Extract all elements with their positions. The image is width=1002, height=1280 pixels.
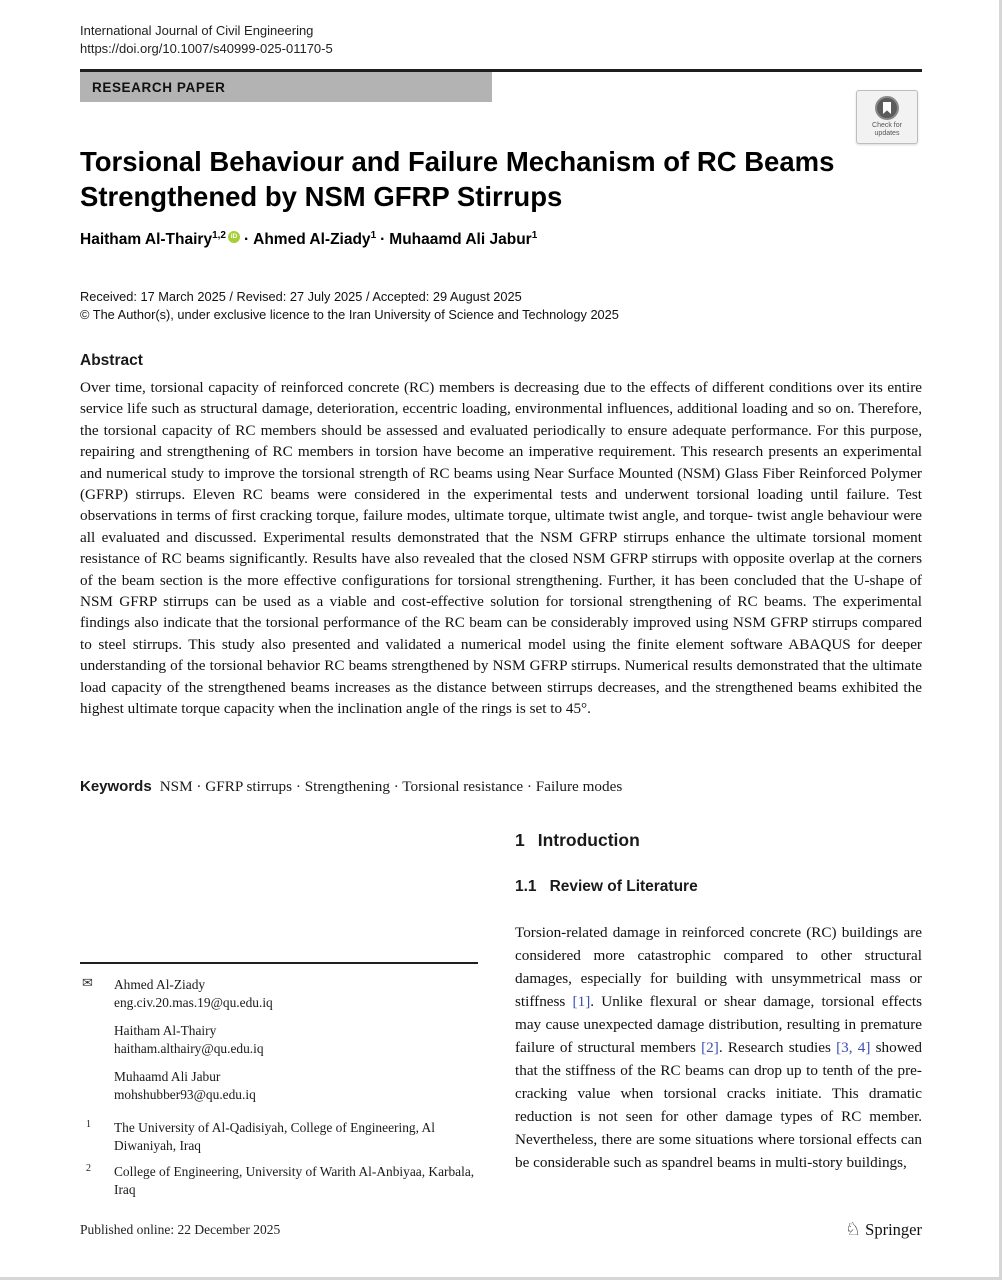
correspondent-name: Muhaamd Ali Jabur xyxy=(114,1069,221,1084)
section-title: Introduction xyxy=(537,830,640,850)
subsection-heading-review xyxy=(515,878,922,896)
correspondence-list xyxy=(80,976,480,1103)
affiliation-entry xyxy=(80,1163,480,1198)
article-type-banner xyxy=(80,72,492,102)
publisher-name: Springer xyxy=(865,1220,922,1239)
springer-horse-icon: ♘ xyxy=(845,1219,862,1240)
correspondent-name: Ahmed Al-Ziady xyxy=(114,977,206,992)
introduction-paragraph: Torsion-related damage in reinforced concrete (RC) buildings are considered more catastrophic compared to other structural damages, especially for building with unsymmetrical mass or stiffness [1]. Unlike flexural or shear damage, torsional effects may cause unexpected damage distribution, resulting in premature failure of structural members [2]. Research studies [3, 4] showed that the stiffness of the RC beams can drop up to tenth of the pre-cracking value when torsional cracks initiate. This dramatic reduction is not seen for other damage types of RC member. Nevertheless, there are some situations where torsional effects can be considerable such as spandrel beams in multi-story buildings, xyxy=(515,924,923,1171)
affiliation-number: 2 xyxy=(86,1163,91,1174)
introduction-column xyxy=(515,830,922,1174)
footnote-rule xyxy=(80,962,478,964)
author-affiliation-sup: 1,2 xyxy=(212,230,226,241)
affiliations-list xyxy=(80,1119,480,1198)
reference-link[interactable]: [1] xyxy=(572,993,591,1010)
abstract-heading: Abstract xyxy=(80,352,143,369)
envelope-icon: ✉ xyxy=(82,976,93,991)
received-revised-accepted: Received: 17 March 2025 / Revised: 27 July 2025 / Accepted: 29 August 2025 xyxy=(80,289,522,304)
correspondent-email[interactable]: mohshubber93@qu.edu.iq xyxy=(114,1086,256,1102)
doi-link[interactable]: https://doi.org/10.1007/s40999-025-01170-5 xyxy=(80,41,333,56)
keywords-label: Keywords xyxy=(80,778,152,795)
correspondence-entry xyxy=(80,1068,480,1103)
page-footer xyxy=(80,1220,922,1240)
correspondent-email[interactable]: eng.civ.20.mas.19@qu.edu.iq xyxy=(114,994,273,1010)
bookmark-icon xyxy=(875,96,899,120)
page-title: Torsional Behaviour and Failure Mechanism of RC Beams Strengthened by NSM GFRP Stirrups xyxy=(80,146,835,212)
subsection-title: Review of Literature xyxy=(549,878,698,895)
author-separator: · xyxy=(243,231,250,249)
copyright-line: © The Author(s), under exclusive licence to the Iran University of Science and Technology 2025 xyxy=(80,306,619,322)
correspondence-entry xyxy=(80,1022,480,1057)
authors-line xyxy=(80,230,537,249)
correspondent-name: Haitham Al-Thairy xyxy=(114,1023,217,1038)
reference-link[interactable]: [2] xyxy=(701,1039,719,1056)
orcid-icon[interactable]: iD xyxy=(228,231,240,243)
check-for-updates-badge[interactable] xyxy=(856,90,918,144)
abstract-text: Over time, torsional capacity of reinforced concrete (RC) members is decreasing due to the effects of different conditions over its entire service life such as structural damage, deterioration, eccentric loading, environmental influences, additional loading and so on. Therefore, the torsional capacity of RC members should be assessed and evaluated periodically to ensure adequate performance. For this purpose, repairing and strengthening of RC members in torsion have become an imperative requirement. This research presents an experimental and numerical study to improve the torsional strength of RC beams using Near Surface Mounted (NSM) Glass Fiber Reinforced Polymer (GFRP) stirrups. Eleven RC beams were considered in the experimental tests and underwent torsional loading until failure. Test observations in terms of first cracking torque, failure modes, ultimate torque, ultimate twist angle, and torque- twist angle behaviour were all evaluated and discussed. Experimental results demonstrated that the NSM GFRP stirrups enhance the ultimate torsional moment resistance of RC beams significantly. Results have also revealed that the closed NSM GFRP stirrups with opposite overlap at the corners of the beam section is the more effective configurations for torsional strengthening. Further, it has been concluded that the U-shape of NSM GFRP stirrups can be used as a viable and cost-effective solution for torsional strengthening of RC beams. The experimental findings also indicate that the torsional performance of the RC beam can be considerably improved using NSM GFRP stirrups compared to steel stirrups. This study also presented and validated a numerical model using the finite element software ABAQUS for deeper understanding of the torsional behavior RC beams strengthened by NSM GFRP stirrups. Numerical results demonstrated that the ultimate load capacity of the strengthened beams increases as the distance between stirrups decreases, and the strengthened beams exhibited the highest ultimate torque capacity when the inclination angle of the rings is set to 45°. xyxy=(80,379,922,718)
check-for-updates-label: Check for updates xyxy=(872,122,902,137)
abstract-section xyxy=(80,352,922,720)
author-name: Haitham Al-Thairy$^{1,2}$ iD xyxy=(80,231,240,248)
footnotes-block xyxy=(80,962,480,1207)
affiliation-entry xyxy=(80,1119,480,1154)
keywords-items: NSM · GFRP stirrups · Strengthening · Torsional resistance · Failure modes xyxy=(159,778,623,795)
reference-link[interactable]: [3, 4] xyxy=(836,1039,871,1056)
keywords-line xyxy=(80,778,622,796)
author-affiliation-sup: 1 xyxy=(531,230,538,241)
correspondent-email[interactable]: haitham.althairy@qu.edu.iq xyxy=(114,1040,264,1056)
author-name: Ahmed Al-Ziady$^1$ xyxy=(253,230,377,249)
affiliation-text: College of Engineering, University of Warith Al-Anbiyaa, Karbala, Iraq xyxy=(114,1164,475,1197)
published-online: Published online: 22 December 2025 xyxy=(80,1222,281,1237)
subsection-number: 1.1 xyxy=(515,878,537,895)
article-type-label: RESEARCH PAPER xyxy=(92,79,226,95)
author-affiliation-sup: 1 xyxy=(370,230,377,241)
affiliation-number: 1 xyxy=(86,1119,91,1130)
affiliation-text: The University of Al-Qadisiyah, College of Engineering, Al Diwaniyah, Iraq xyxy=(114,1120,435,1153)
section-number: 1 xyxy=(515,830,525,850)
section-heading-introduction xyxy=(515,830,922,851)
author-separator: · xyxy=(380,231,386,249)
springer-logo xyxy=(845,1220,922,1240)
page-header xyxy=(80,22,333,58)
journal-name: International Journal of Civil Engineering xyxy=(80,23,314,38)
author-name: Muhaamd Ali Jabur$^1$ xyxy=(389,230,538,249)
correspondence-entry xyxy=(80,976,480,1011)
article-dates xyxy=(80,288,619,323)
